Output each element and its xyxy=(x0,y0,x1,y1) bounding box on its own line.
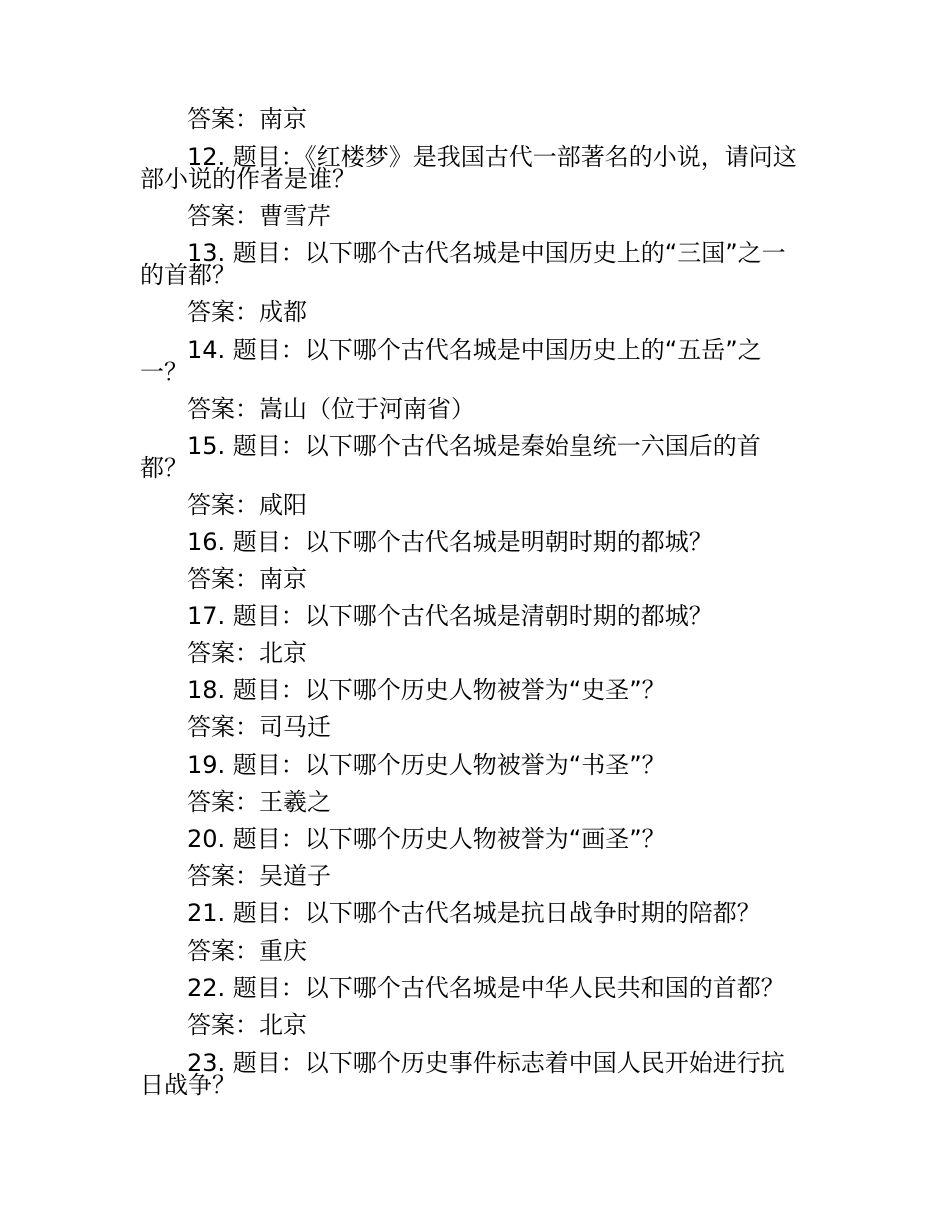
answer-line: 答案：嵩山（位于河南省） xyxy=(187,395,475,423)
answer-line: 答案：北京 xyxy=(187,639,307,667)
question-line: 15. 题目：以下哪个古代名城是秦始皇统一六国后的首都？ xyxy=(140,432,761,482)
question-line: 20. 题目：以下哪个历史人物被誉为“画圣”？ xyxy=(187,825,666,853)
question-line: 16. 题目：以下哪个古代名城是明朝时期的都城？ xyxy=(187,528,713,556)
question-line: 17. 题目：以下哪个古代名城是清朝时期的都城？ xyxy=(187,602,713,630)
question-line: 18. 题目：以下哪个历史人物被誉为“史圣”？ xyxy=(187,676,666,704)
question-line: 14. 题目：以下哪个古代名城是中国历史上的“五岳”之一？ xyxy=(140,336,762,386)
question-line: 21. 题目：以下哪个古代名城是抗日战争时期的陪都？ xyxy=(187,899,761,927)
question-line: 19. 题目：以下哪个历史人物被誉为“书圣”？ xyxy=(187,751,666,779)
answer-line: 答案：王羲之 xyxy=(187,788,331,816)
answer-line: 答案：南京 xyxy=(187,105,307,133)
answer-line: 答案：重庆 xyxy=(187,937,307,965)
answer-line: 答案：咸阳 xyxy=(187,491,307,519)
question-line: 13. 题目：以下哪个古代名城是中国历史上的“三国”之一的首都？ xyxy=(140,239,786,289)
answer-line: 答案：曹雪芹 xyxy=(187,202,331,230)
question-line: 22. 题目：以下哪个古代名城是中华人民共和国的首都？ xyxy=(187,974,785,1002)
answer-line: 答案：司马迁 xyxy=(187,713,331,741)
answer-line: 答案：南京 xyxy=(187,565,307,593)
answer-line: 答案：北京 xyxy=(187,1011,307,1039)
answer-line: 答案：吴道子 xyxy=(187,862,331,890)
question-line: 12. 题目：《红楼梦》是我国古代一部著名的小说，请问这部小说的作者是谁？ xyxy=(140,143,797,193)
question-line: 23. 题目：以下哪个历史事件标志着中国人民开始进行抗日战争？ xyxy=(140,1049,785,1099)
answer-line: 答案：成都 xyxy=(187,298,307,326)
